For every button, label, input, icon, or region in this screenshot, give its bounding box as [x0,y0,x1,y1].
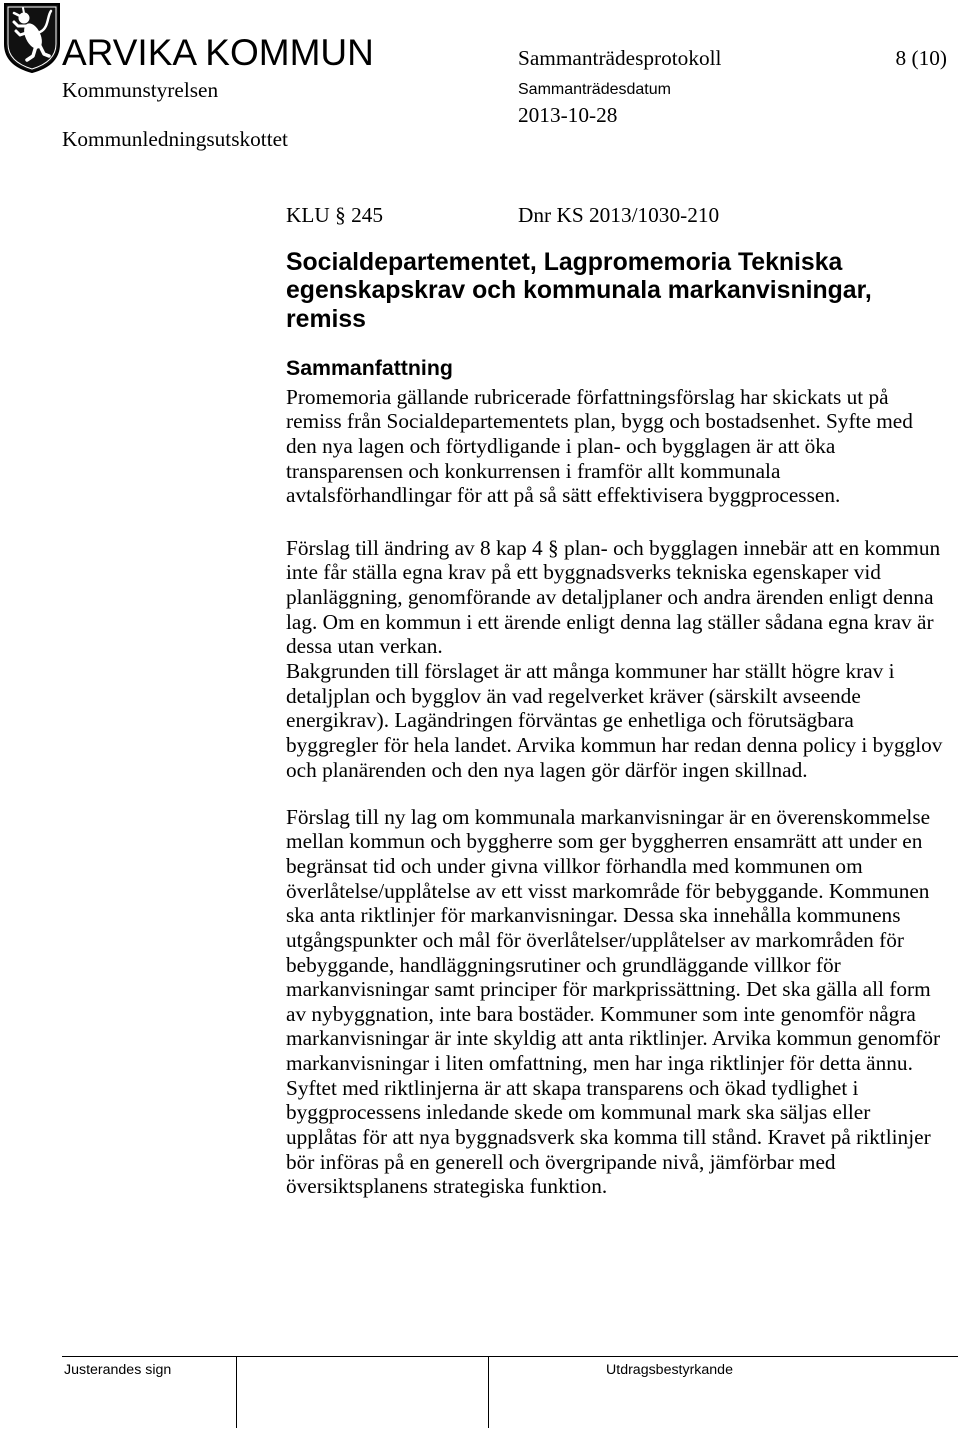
paragraph-line: bebyggande, handläggningsrutiner och grundläggande villkor för [286,952,841,977]
title-line: remiss [286,306,366,334]
summary-paragraph [286,385,913,508]
paragraph-line: byggprocessens inledande skede om kommunal mark ska säljas eller [286,1100,871,1125]
footer-divider [62,1356,958,1357]
paragraph-line: översiktsplanens strategiska funktion. [286,1174,608,1199]
paragraph-line: Förslag till ny lag om kommunala markanvisningar är en överenskommelse [286,804,931,829]
extract-certification-label: Utdragsbestyrkande [606,1362,733,1378]
paragraph-line: ska anta riktlinjer för markanvisningar. Dessa ska innehålla kommunens [286,903,901,928]
document-type: Sammanträdesprotokoll [518,46,722,70]
paragraph-line: detaljplan och bygglov än vad regelverket kräver (särskilt avseende [286,683,861,708]
summary-heading: Sammanfattning [286,355,453,380]
paragraph-line: transparensen och konkurrensen i framför allt kommunala [286,458,781,483]
paragraph-line: bör införas på en generell och övergripande nivå, jämförbar med [286,1149,836,1174]
signature-box-divider [236,1357,237,1428]
case-reference: Dnr KS 2013/1030-210 [518,203,720,227]
paragraph-line: överlåtelse/upplåtelse av ett visst markområde för bebyggande. Kommunen [286,878,930,903]
signature-box-divider [488,1357,489,1428]
committee-name: Kommunledningsutskottet [62,127,288,151]
paragraph-line: Promemoria gällande rubricerade författningsförslag har skickats ut på [286,384,889,409]
meeting-date-label: Sammanträdesdatum [518,81,671,98]
title-line: egenskapskrav och kommunala markanvisningar, [286,277,872,305]
paragraph-line: Bakgrunden till förslaget är att många kommuner har ställt högre krav i [286,658,895,683]
paragraph-line: lag. Om en kommun i ett ärende enligt denna lag ställer sådana egna krav är [286,609,934,634]
paragraph-line: markanvisningar är inte skyldig att anta riktlinjer. Arvika kommun genomför [286,1026,941,1051]
amendment-paragraph [286,536,940,659]
board-name: Kommunstyrelsen [62,78,219,102]
paragraph-line: utgångspunkter och mål för överlåtelser/upplåtelser av markområden för [286,927,904,952]
paragraph-line: dessa utan verkan. [286,634,443,659]
paragraph-line: Syftet med riktlinjerna är att skapa transparens och ökad tydlighet i [286,1075,859,1100]
item-title [286,249,872,335]
section-number: KLU § 245 [286,203,384,227]
paragraph-line: remiss från Socialdepartementets plan, bygg och bostadsenhet. Syfte med [286,409,913,434]
paragraph-line: byggregler för hela landet. Arvika kommun har redan denna policy i bygglov [286,732,943,757]
paragraph-line: planläggning, genomförande av detaljplaner och andra ärenden enligt denna [286,584,934,609]
paragraph-line: begränsat tid och under givna villkor förhandla med kommunen om [286,853,863,878]
paragraph-line: upplåtas för att nya byggnadsverk ska komma till stånd. Kravet på riktlinjer [286,1125,931,1150]
paragraph-line: mellan kommun och byggherre som ger byggherren ensamrätt att under en [286,829,923,854]
background-paragraph [286,659,942,782]
meeting-date: 2013-10-28 [518,103,618,127]
title-line: Socialdepartementet, Lagpromemoria Tekniska [286,248,843,276]
paragraph-line: markanvisningar i liten omfattning, men har inga riktlinjer för detta ännu. [286,1051,913,1076]
land-allocation-paragraph [286,805,940,1199]
coat-of-arms-icon [3,2,61,74]
organization-name: ARVIKA KOMMUN [62,32,374,73]
paragraph-line: inte får ställa egna krav på ett byggnadsverks tekniska egenskaper vid [286,560,881,585]
paragraph-line: och planärenden och den nya lagen gör därför ingen skillnad. [286,757,808,782]
adjuster-signature-label: Justerandes sign [64,1362,172,1378]
paragraph-line: Förslag till ändring av 8 kap 4 § plan- och bygglagen innebär att en kommun [286,535,941,560]
paragraph-line: energikrav). Lagändringen förväntas ge enhetliga och förutsägbara [286,708,854,733]
paragraph-line: avtalsförhandlingar för att på så sätt effektivisera byggprocessen. [286,483,841,508]
paragraph-line: markanvisningar samt principer för markprissättning. Det ska gälla all form [286,977,931,1002]
paragraph-line: den nya lagen och förtydligande i plan- och bygglagen är att öka [286,433,836,458]
paragraph-line: av nybyggnation, inte bara bostäder. Kommuner som inte genomför några [286,1001,916,1026]
page-number: 8 (10) [895,46,947,70]
